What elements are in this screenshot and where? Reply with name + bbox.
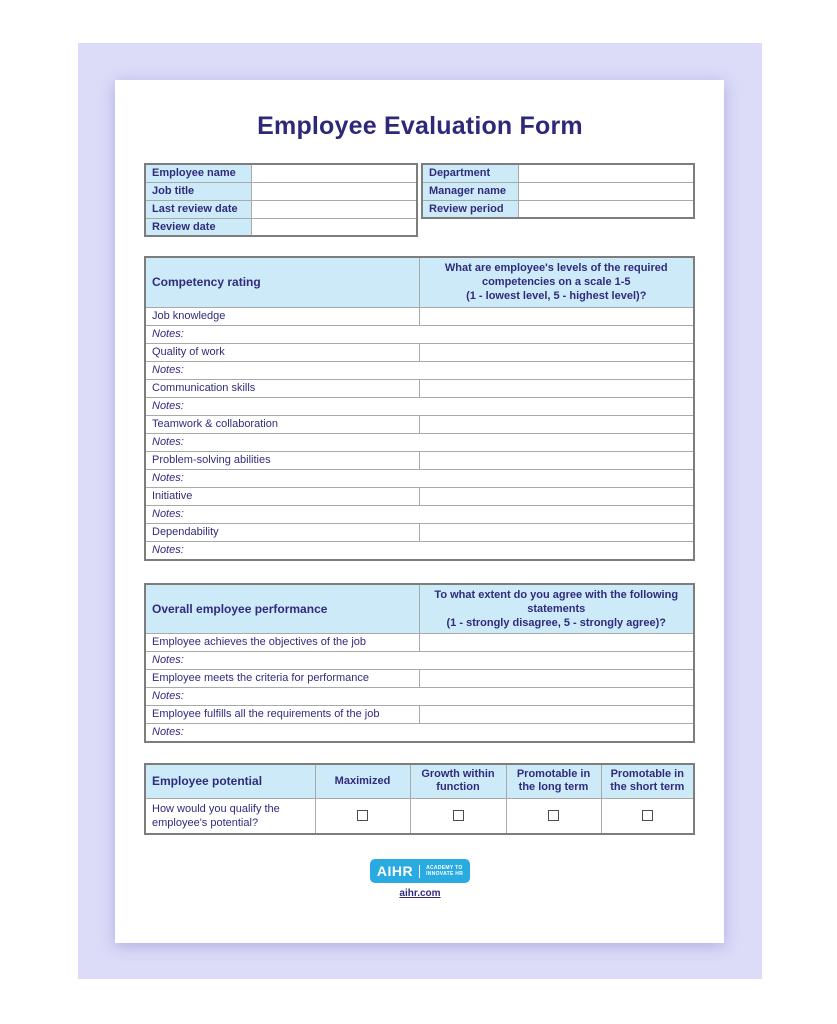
rating-input-cell[interactable]: [419, 307, 694, 325]
table-row: [145, 433, 694, 451]
table-row: [145, 469, 694, 487]
review-period-label: Review period: [422, 200, 518, 218]
notes-label: Notes:: [152, 543, 184, 556]
question-line: (1 - strongly disagree, 5 - strongly agree)?: [446, 616, 666, 629]
employee-info-table-left: [144, 163, 418, 237]
aihr-logo: [370, 859, 470, 883]
footer: [144, 859, 696, 901]
table-row: [145, 724, 694, 743]
page-title: Employee Evaluation Form: [257, 112, 583, 140]
job-title-input[interactable]: [251, 182, 417, 200]
document-page: [115, 80, 724, 943]
notes-label: Notes:: [152, 726, 184, 738]
employee-potential-table: [144, 763, 695, 835]
rating-input-cell[interactable]: [419, 487, 694, 505]
checkbox-icon[interactable]: [357, 810, 368, 821]
employee-info-table-right: [421, 163, 695, 219]
notes-label: Notes:: [152, 327, 184, 340]
competency-item-label: Initiative: [145, 487, 419, 505]
performance-item-label: Employee meets the criteria for performance: [145, 670, 419, 688]
competency-item-label: Dependability: [145, 523, 419, 541]
potential-option-header-maximized: Maximized: [315, 764, 410, 798]
rating-input-cell[interactable]: [419, 706, 694, 724]
table-row: [145, 379, 694, 397]
rating-input-cell[interactable]: [419, 523, 694, 541]
competency-item-label: Communication skills: [145, 379, 419, 397]
competency-item-label: Quality of work: [145, 343, 419, 361]
question-line: To what extent do you agree with the following: [434, 588, 679, 601]
review-date-label: Review date: [145, 218, 251, 236]
performance-item-label: Employee achieves the objectives of the job: [145, 634, 419, 652]
review-period-input[interactable]: [518, 200, 694, 218]
notes-input-cell[interactable]: [145, 652, 694, 670]
table-row: [145, 397, 694, 415]
potential-option-header-growth: Growth within function: [410, 764, 506, 798]
rating-input-cell[interactable]: [419, 634, 694, 652]
table-header-row: [145, 584, 694, 634]
aihr-website-link[interactable]: aihr.com: [399, 888, 441, 899]
table-header-row: [145, 764, 694, 798]
table-row: [145, 361, 694, 379]
table-row: [145, 307, 694, 325]
rating-input-cell[interactable]: [419, 670, 694, 688]
checkbox-cell-short-term[interactable]: [601, 798, 694, 834]
table-row: [145, 182, 417, 200]
competency-item-label: Teamwork & collaboration: [145, 415, 419, 433]
notes-label: Notes:: [152, 435, 184, 448]
table-row: [422, 200, 694, 218]
notes-label: Notes:: [152, 399, 184, 412]
notes-label: Notes:: [152, 690, 184, 702]
review-date-input[interactable]: [251, 218, 417, 236]
competency-section-question: [419, 257, 694, 307]
potential-question: How would you qualify the employee's potential?: [145, 798, 315, 834]
performance-section-header: Overall employee performance: [145, 584, 419, 634]
employee-info-section: [144, 163, 696, 237]
performance-item-label: Employee fulfills all the requirements of the job: [145, 706, 419, 724]
potential-section-header: Employee potential: [145, 764, 315, 798]
table-row: [145, 325, 694, 343]
aihr-logo-tagline: [426, 865, 463, 877]
table-row: [145, 798, 694, 834]
table-row: [145, 415, 694, 433]
question-line: competencies on a scale 1-5: [481, 276, 631, 289]
checkbox-icon[interactable]: [548, 810, 559, 821]
checkbox-icon[interactable]: [642, 810, 653, 821]
notes-input-cell[interactable]: [145, 505, 694, 523]
rating-input-cell[interactable]: [419, 379, 694, 397]
table-row: [422, 164, 694, 182]
logo-divider: [419, 865, 420, 878]
table-row: [145, 706, 694, 724]
table-row: [145, 670, 694, 688]
table-row: [145, 343, 694, 361]
notes-input-cell[interactable]: [145, 688, 694, 706]
table-header-row: [145, 257, 694, 307]
employee-name-label: Employee name: [145, 164, 251, 182]
last-review-date-input[interactable]: [251, 200, 417, 218]
table-row: [145, 164, 417, 182]
notes-label: Notes:: [152, 363, 184, 376]
question-line: (1 - lowest level, 5 - highest level)?: [466, 290, 647, 303]
table-row: [145, 218, 417, 236]
performance-section-question: [419, 584, 694, 634]
manager-name-input[interactable]: [518, 182, 694, 200]
rating-input-cell[interactable]: [419, 415, 694, 433]
overall-performance-table: [144, 583, 695, 744]
table-row: [145, 688, 694, 706]
notes-input-cell[interactable]: [145, 541, 694, 560]
notes-label: Notes:: [152, 654, 184, 666]
competency-item-label: Problem-solving abilities: [145, 451, 419, 469]
notes-input-cell[interactable]: [145, 325, 694, 343]
aihr-logo-text: AIHR: [376, 863, 414, 879]
checkbox-cell-maximized[interactable]: [315, 798, 410, 834]
notes-input-cell[interactable]: [145, 361, 694, 379]
potential-option-header-short-term: Promotable in the short term: [601, 764, 694, 798]
question-line: What are employee's levels of the required: [444, 262, 668, 275]
competency-section-header: Competency rating: [145, 257, 419, 307]
table-row: [145, 200, 417, 218]
question-line: statements: [527, 602, 586, 615]
rating-input-cell[interactable]: [419, 343, 694, 361]
notes-input-cell[interactable]: [145, 724, 694, 743]
table-row: [145, 523, 694, 541]
checkbox-cell-long-term[interactable]: [506, 798, 601, 834]
employee-name-input[interactable]: [251, 164, 417, 182]
checkbox-icon[interactable]: [453, 810, 464, 821]
job-title-label: Job title: [145, 182, 251, 200]
competency-rating-table: [144, 256, 695, 561]
notes-input-cell[interactable]: [145, 397, 694, 415]
checkbox-cell-growth[interactable]: [410, 798, 506, 834]
table-row: [145, 541, 694, 560]
table-row: [145, 634, 694, 652]
potential-option-header-long-term: Promotable in the long term: [506, 764, 601, 798]
manager-name-label: Manager name: [422, 182, 518, 200]
lavender-backdrop: [78, 43, 762, 979]
competency-item-label: Job knowledge: [145, 307, 419, 325]
table-row: [145, 505, 694, 523]
notes-label: Notes:: [152, 471, 184, 484]
notes-input-cell[interactable]: [145, 433, 694, 451]
table-row: [145, 652, 694, 670]
tagline-line: ACADEMY TO: [426, 865, 463, 871]
last-review-date-label: Last review date: [145, 200, 251, 218]
department-input[interactable]: [518, 164, 694, 182]
table-row: [145, 451, 694, 469]
table-row: [145, 487, 694, 505]
notes-label: Notes:: [152, 507, 184, 520]
department-label: Department: [422, 164, 518, 182]
notes-input-cell[interactable]: [145, 469, 694, 487]
rating-input-cell[interactable]: [419, 451, 694, 469]
tagline-line: INNOVATE HR: [426, 871, 464, 877]
table-row: [422, 182, 694, 200]
